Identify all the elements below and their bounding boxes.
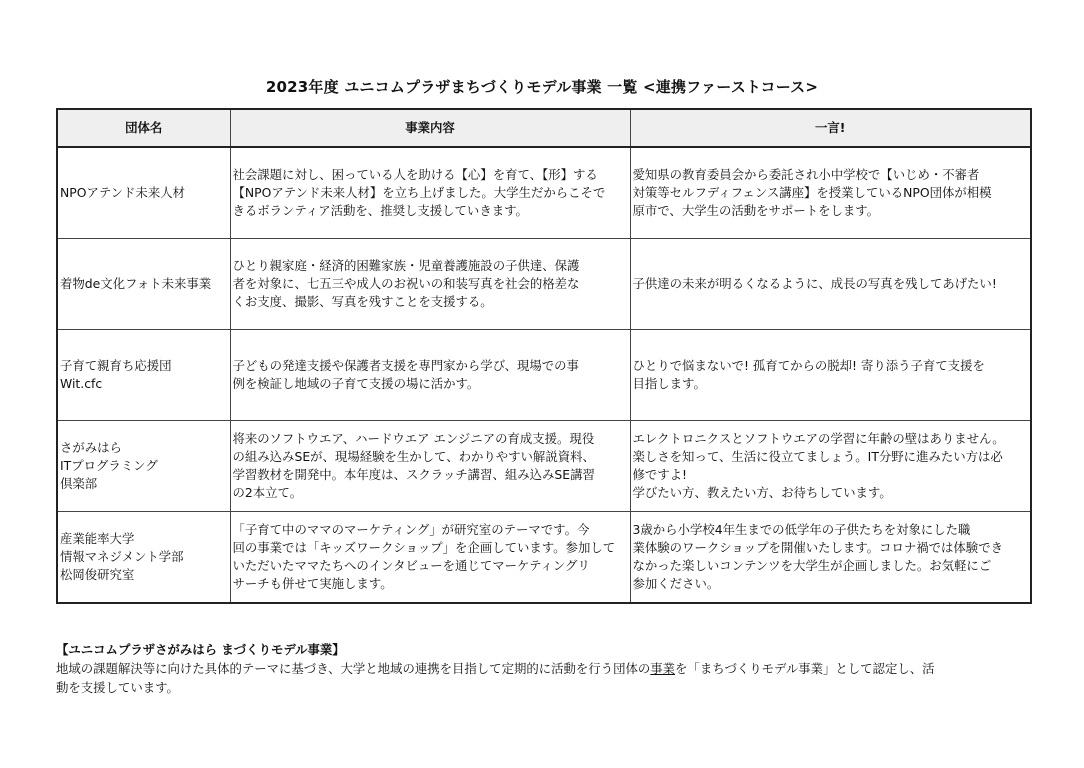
table-row — [57, 147, 1031, 239]
organization-name: 子育て親育ち応援団 Wit.cfc — [57, 330, 230, 421]
header-comment: 一言! — [630, 109, 1031, 147]
organization-name: NPOアテンド未来人材 — [57, 147, 230, 239]
organization-name: さがみはら ITプログラミング 倶楽部 — [57, 421, 230, 512]
table-row — [57, 512, 1031, 604]
project-comment: 子供達の未来が明るくなるように、成長の写真を残してあげたい! — [630, 239, 1031, 330]
header-project-content: 事業内容 — [230, 109, 630, 147]
footer-body — [56, 659, 1030, 697]
footer-heading: 【ユニコムプラザさがみはら まづくりモデル事業】 — [56, 642, 345, 657]
footer-note — [56, 640, 1030, 697]
project-content: 「子育て中のママのマーケティング」が研究室のテーマです。今 回の事業では「キッズワークショップ」を企画しています。参加して いただいたママたちへのインタビューを通じてマーケティングリ サーチも併せて実施します。 — [230, 512, 630, 604]
organization-name: 着物de文化フォト未来事業 — [57, 239, 230, 330]
footer-body-text: 地域の課題解決等に向けた具体的テーマに基づき、大学と地域の連携を目指して定期的に活動を行う団体の — [56, 661, 651, 676]
table-row — [57, 239, 1031, 330]
project-comment: 3歳から小学校4年生までの低学年の子供たちを対象にした職 業体験のワークショップを開催いたします。コロナ禍では体験でき なかった楽しいコンテンツを大学生が企画しました。お気軽にご 参加ください。 — [630, 512, 1031, 604]
project-content: 子どもの発達支援や保護者支援を専門家から学び、現場での事 例を検証し地域の子育て支援の場に活かす。 — [230, 330, 630, 421]
project-content: 将来のソフトウエア、ハードウエア エンジニアの育成支援。現役 の組み込みSEが、現場経験を生かして、わかりやすい解説資料、 学習教材を開発中。本年度は、スクラッチ講習、組み込みSE講習 の2本立て。 — [230, 421, 630, 512]
header-organization: 団体名 — [57, 109, 230, 147]
project-comment: 愛知県の教育委員会から委託され小中学校で【いじめ・不審者 対策等セルフディフェンス講座】を授業しているNPO団体が相模 原市で、大学生の活動をサポートをします。 — [630, 147, 1031, 239]
footer-body-text-end: を「まちづくりモデル事業」として認定し、活 動を支援しています。 — [56, 661, 935, 695]
project-content: ひとり親家庭・経済的困難家族・児童養護施設の子供達、保護 者を対象に、七五三や成人のお祝いの和装写真を社会的格差な くお支度、撮影、写真を残すことを支援する。 — [230, 239, 630, 330]
project-table — [56, 108, 1032, 604]
document-title: 2023年度 ユニコムプラザまちづくりモデル事業 一覧 <連携ファーストコース> — [265, 78, 819, 96]
table-row — [57, 421, 1031, 512]
table-header-row — [57, 109, 1031, 147]
footer-body-underlined: 事業 — [650, 661, 676, 676]
project-comment: エレクトロニクスとソフトウエアの学習に年齢の壁はありません。 楽しさを知って、生活に役立てましょう。IT分野に進みたい方は必 修ですよ! 学びたい方、教えたい方、お待ちしています。 — [630, 421, 1031, 512]
table-row — [57, 330, 1031, 421]
organization-name: 産業能率大学 情報マネジメント学部 松岡俊研究室 — [57, 512, 230, 604]
project-comment: ひとりで悩まないで! 孤育てからの脱却! 寄り添う子育て支援を 目指します。 — [630, 330, 1031, 421]
project-content: 社会課題に対し、困っている人を助ける【心】を育て、【形】する 【NPOアテンド未来人材】を立ち上げました。大学生だからこそで きるボランティア活動を、推奨し支援していきます。 — [230, 147, 630, 239]
